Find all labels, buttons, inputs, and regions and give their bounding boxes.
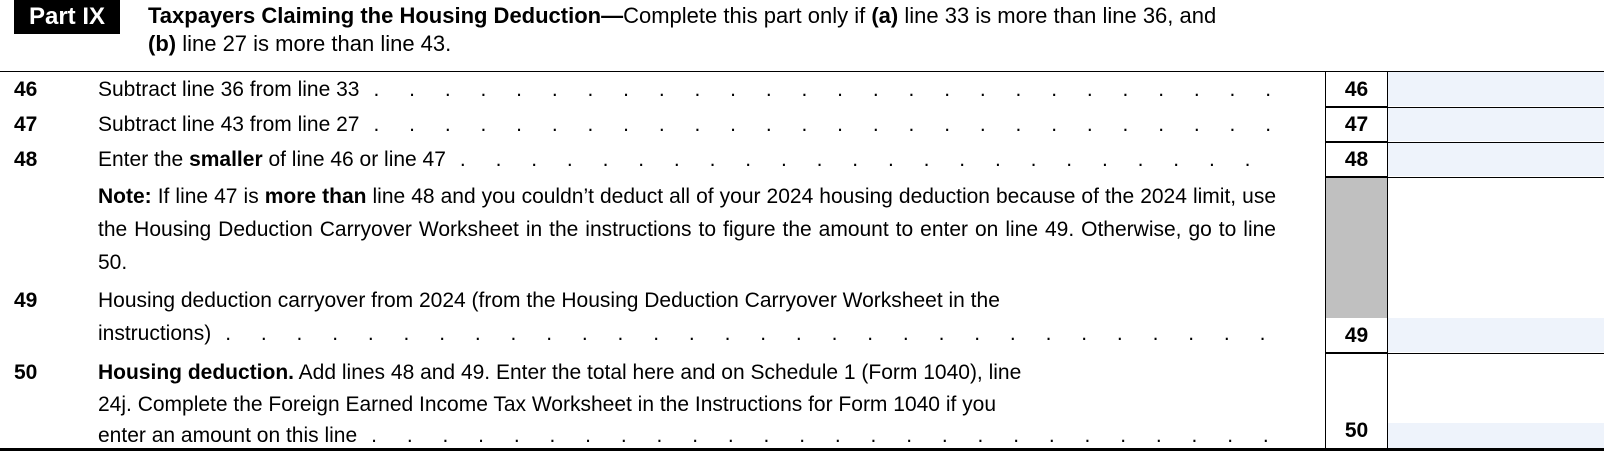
line-50-text-2: 24j. Complete the Foreign Earned Income Tax Worksheet in the Instructions for Form 1040 if you bbox=[98, 393, 997, 416]
part-label: Part IX bbox=[14, 0, 120, 34]
line-50-number: 50 bbox=[14, 361, 38, 384]
line-49-text-2 bbox=[98, 317, 1276, 350]
t-bold: Housing deduction. bbox=[98, 361, 294, 384]
line-49-text-1: Housing deduction carryover from 2024 (from the Housing Deduction Carryover Worksheet in the bbox=[98, 289, 1000, 312]
t: Add lines 48 and 49. Enter the total here and on Schedule 1 (Form 1040), line bbox=[293, 361, 1022, 384]
leader-dots bbox=[446, 143, 1276, 176]
shaded-box bbox=[1325, 178, 1388, 318]
t-bold: more than bbox=[264, 185, 367, 208]
line-48-label bbox=[98, 143, 446, 176]
line-50-box: 50 bbox=[1325, 354, 1388, 448]
line-49-amount[interactable] bbox=[1388, 318, 1604, 352]
line-50-amount[interactable] bbox=[1388, 423, 1604, 448]
bottom-rule bbox=[0, 448, 1604, 451]
line-49-label: instructions) bbox=[98, 322, 212, 345]
cond-a-text: line 33 is more than line 36, and bbox=[898, 3, 1217, 28]
line-48-number: 48 bbox=[14, 148, 38, 171]
title-bold: Taxpayers Claiming the Housing Deduction— bbox=[148, 3, 624, 28]
t: of line 46 or line 47 bbox=[262, 148, 446, 171]
cond-b: (b) bbox=[148, 31, 177, 56]
leader-dots bbox=[359, 73, 1276, 106]
t-bold: smaller bbox=[189, 148, 263, 171]
cond-a: (a) bbox=[871, 3, 899, 28]
note-label: Note: bbox=[98, 185, 152, 208]
line-47-number: 47 bbox=[14, 113, 38, 136]
line-49-number: 49 bbox=[14, 289, 38, 312]
cond-b-text: line 27 is more than line 43. bbox=[176, 31, 452, 56]
line-46-number: 46 bbox=[14, 78, 38, 101]
line-47-amount[interactable] bbox=[1388, 108, 1604, 141]
line-50-text-1 bbox=[98, 356, 1276, 389]
note-text bbox=[98, 180, 1276, 279]
t: Enter the bbox=[98, 148, 190, 171]
leader-dots bbox=[211, 317, 1276, 350]
line-49-box: 49 bbox=[1325, 318, 1388, 353]
line-50-label: enter an amount on this line bbox=[98, 424, 358, 447]
line-47-text bbox=[98, 108, 1276, 141]
line-46-amount[interactable] bbox=[1388, 72, 1604, 106]
line-46-label: Subtract line 36 from line 33 bbox=[98, 78, 360, 101]
title-text: Complete this part only if bbox=[623, 3, 872, 28]
t: If line 47 is bbox=[151, 185, 265, 208]
line-47-box: 47 bbox=[1325, 107, 1388, 142]
line-48-amount[interactable] bbox=[1388, 143, 1604, 176]
line-48-box: 48 bbox=[1325, 142, 1388, 177]
t: line 48 and you couldn’t deduct all of your 2024 housing deduction because of the 2024 limit, use the Housing Deduction Carryover Worksheet in the instructions to figure the amount to enter on line 49. Otherwise, go to line 50. bbox=[98, 185, 1277, 274]
leader-dots bbox=[359, 108, 1276, 141]
line-47-label: Subtract line 43 from line 27 bbox=[98, 113, 360, 136]
part-title bbox=[148, 2, 1598, 58]
line-46-box: 46 bbox=[1325, 72, 1388, 107]
line-48-text bbox=[98, 143, 1276, 176]
line-46-text bbox=[98, 73, 1276, 106]
